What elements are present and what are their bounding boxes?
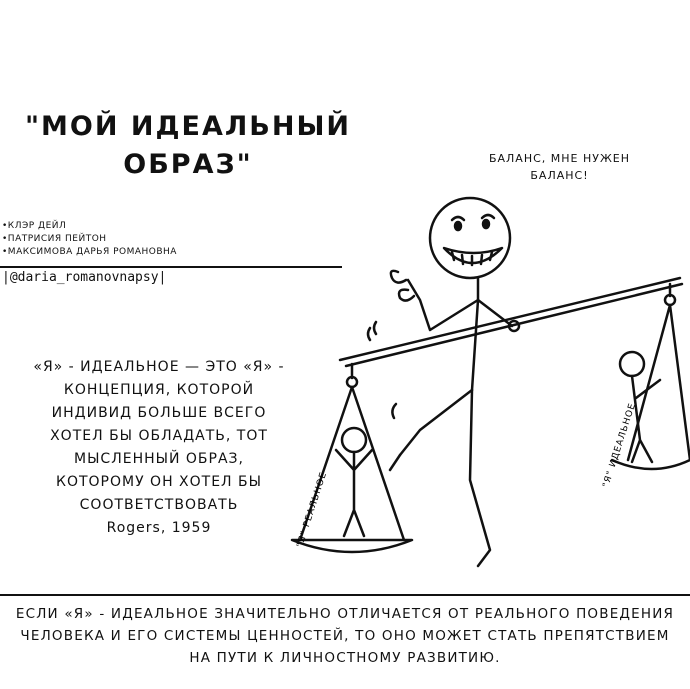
speech-bubble-text: БАЛАНС, МНЕ НУЖЕН БАЛАНС! xyxy=(488,152,631,182)
left-pan-label: "Я" реальное xyxy=(295,470,330,549)
right-pan-label: "Я" идеальное xyxy=(601,401,639,489)
author-item: •МАКСИМОВА ДАРЬЯ РОМАНОВНА xyxy=(2,247,177,257)
page-title: "МОЙ ИДЕАЛЬНЫЙ ОБРАЗ" xyxy=(24,111,352,180)
social-handle: |@daria_romanovnapsy| xyxy=(2,270,167,285)
author-item: •ПАТРИСИЯ ПЕЙТОН xyxy=(2,234,107,244)
character-head xyxy=(430,198,510,278)
author-item: •КЛЭР ДЕЙЛ xyxy=(2,221,67,231)
quote-text: «Я» - ИДЕАЛЬНОЕ — ЭТО «Я» - КОНЦЕПЦИЯ, КОТОРОЙ ИНДИВИД БОЛЬШЕ ВСЕГО ХОТЕЛ БЫ ОБЛАДАТЬ, ТОТ МЫСЛЕННЫЙ ОБРАЗ, КОТОРОМУ ОН ХОТЕЛ БЫ СООТВЕТСТВОВАТЬ xyxy=(33,359,285,513)
balance-beam xyxy=(340,278,680,360)
bottom-divider xyxy=(0,594,690,596)
conclusion-text: ЕСЛИ «Я» - ИДЕАЛЬНОЕ ЗНАЧИТЕЛЬНО ОТЛИЧАЕТСЯ ОТ РЕАЛЬНОГО ПОВЕДЕНИЯ ЧЕЛОВЕКА И ЕГО СИСТЕМЫ ЦЕННОСТЕЙ, ТО ОНО МОЖЕТ СТАТЬ ПРЕПЯТСТВИЕМ НА ПУТИ К ЛИЧНОСТНОМУ РАЗВИТИЮ. xyxy=(15,606,675,666)
left-pan xyxy=(292,540,412,552)
quote-source: Rogers, 1959 xyxy=(106,520,212,536)
